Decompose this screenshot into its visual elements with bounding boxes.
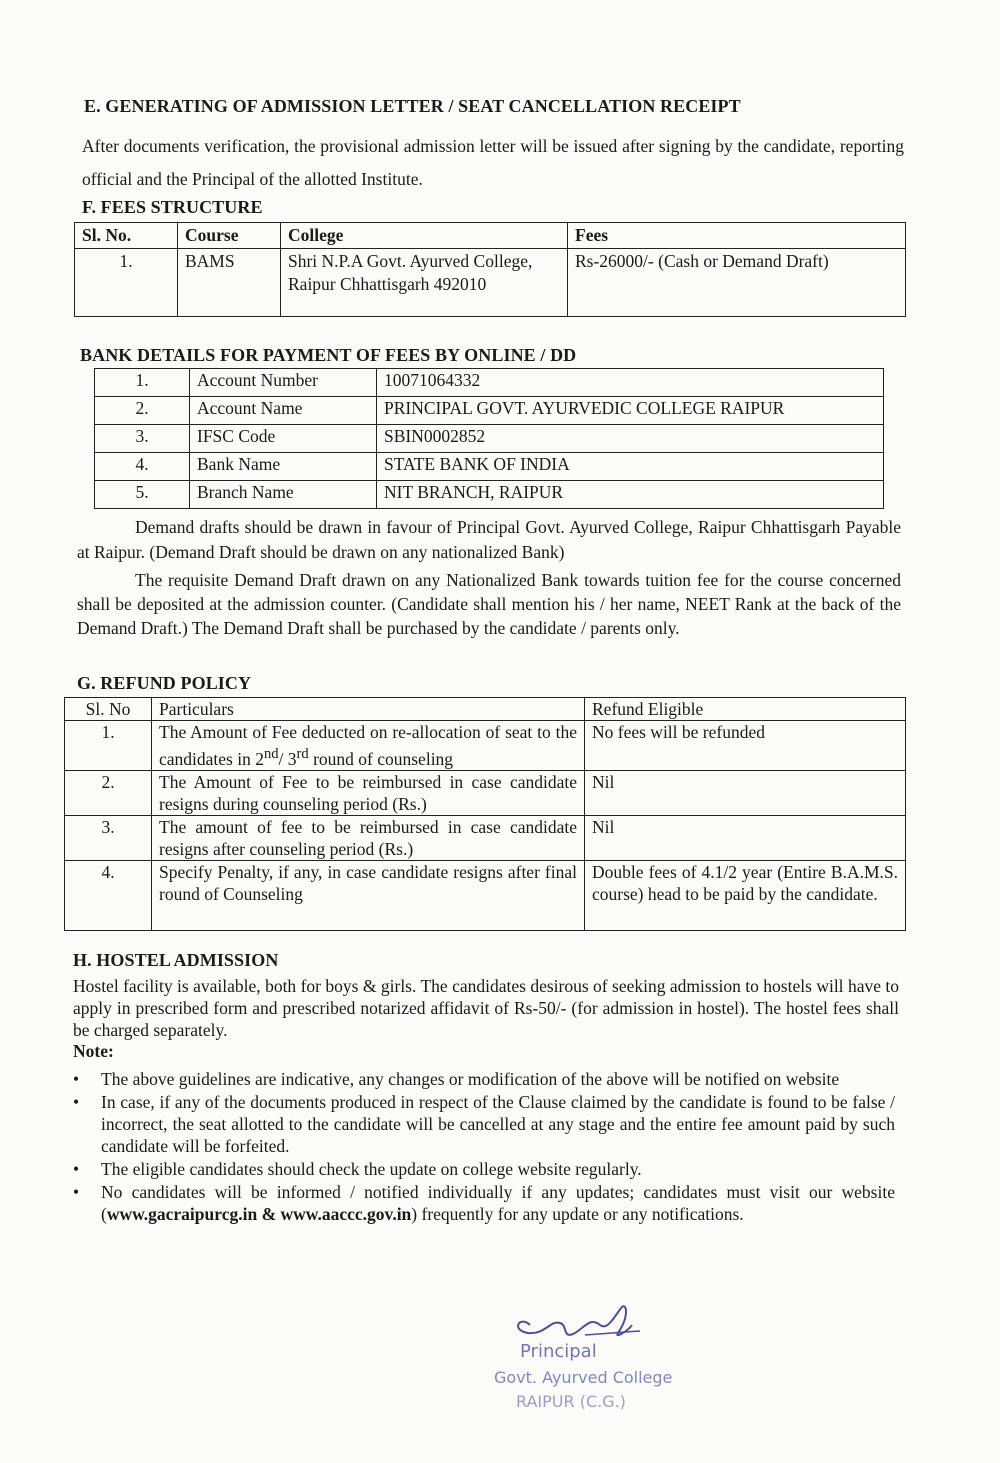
refund-cell-sl: 1. (65, 721, 152, 771)
table-row (95, 369, 884, 397)
section-h-title: H. HOSTEL ADMISSION (73, 950, 279, 970)
ampersand: & (257, 1204, 281, 1224)
table-row (65, 721, 906, 771)
table-row (95, 481, 884, 509)
refund-header-sl: Sl. No (65, 698, 152, 721)
bank-details-title: BANK DETAILS FOR PAYMENT OF FEES BY ONLINE / DD (80, 345, 577, 365)
bank-cell-sl: 5. (95, 481, 190, 509)
fees-cell-course: BAMS (178, 248, 281, 316)
notes-list (73, 1068, 895, 1226)
refund-header-eligible: Refund Eligible (585, 698, 906, 721)
refund-cell-eligible: No fees will be refunded (585, 721, 906, 771)
demand-draft-paragraph-2: The requisite Demand Draft drawn on any Nationalized Bank towards tuition fee for the course concerned shall be deposited at the admission counter. (Candidate shall mention his / her name, NEET Rank at the back of the Demand Draft.) The Demand Draft shall be purchased by the candidate / parents only. (77, 570, 901, 638)
refund-cell-particulars: Specify Penalty, if any, in case candidate resigns after final round of Counseling (152, 860, 585, 930)
particulars-text: round of counseling (308, 748, 454, 769)
refund-header-particulars: Particulars (152, 698, 585, 721)
list-item: • The eligible candidates should check the update on college website regularly. (73, 1158, 895, 1180)
bank-cell-value: SBIN0002852 (377, 425, 884, 453)
bank-cell-value: STATE BANK OF INDIA (377, 453, 884, 481)
section-g-title: G. REFUND POLICY (77, 673, 252, 693)
table-row (65, 815, 906, 860)
hostel-paragraph: Hostel facility is available, both for boys & girls. The candidates desirous of seeking admission to hostels will have to apply in prescribed form and prescribed notarized affidavit of Rs-50/- (for admission in hostel). The hostel fees shall be charged separately. (73, 976, 899, 1040)
refund-table (64, 697, 906, 931)
table-row (95, 397, 884, 425)
refund-cell-particulars (152, 721, 585, 771)
particulars-text: The Amount of Fee deducted on re-allocation of seat to the candidates in 2 (159, 722, 577, 769)
stamp-line-1: Principal (520, 1341, 597, 1362)
stamp-line-2: Govt. Ayurved College (494, 1368, 673, 1387)
note-text: ) frequently for any update or any notifications. (411, 1204, 744, 1224)
bank-cell-sl: 2. (95, 397, 190, 425)
signature-icon (490, 1295, 690, 1415)
bank-cell-sl: 3. (95, 425, 190, 453)
fees-header-course: Course (178, 223, 281, 249)
stamp-line-3: RAIPUR (C.G.) (516, 1392, 626, 1411)
bank-cell-value: NIT BRANCH, RAIPUR (377, 481, 884, 509)
table-row (95, 453, 884, 481)
table-row (75, 248, 906, 316)
section-e-text: After documents verification, the provisional admission letter will be issued after signing by the candidate, reporting official and the Principal of the allotted Institute. (82, 136, 904, 189)
table-row (65, 860, 906, 930)
refund-cell-eligible: Nil (585, 770, 906, 815)
bank-cell-sl: 1. (95, 369, 190, 397)
refund-cell-eligible: Double fees of 4.1/2 year (Entire B.A.M.S. course) head to be paid by the candidate. (585, 860, 906, 930)
bank-cell-label: Account Name (190, 397, 377, 425)
fees-cell-fees: Rs-26000/- (Cash or Demand Draft) (568, 248, 906, 316)
note-label: Note: (73, 1041, 114, 1061)
refund-cell-particulars: The amount of fee to be reimbursed in case candidate resigns after counseling period (Rs.) (152, 815, 585, 860)
table-row (65, 770, 906, 815)
refund-cell-sl: 4. (65, 860, 152, 930)
fees-cell-college: Shri N.P.A Govt. Ayurved College, Raipur Chhattisgarh 492010 (281, 248, 568, 316)
fees-header-sl: Sl. No. (75, 223, 178, 249)
table-row (95, 425, 884, 453)
bank-cell-value: PRINCIPAL GOVT. AYURVEDIC COLLEGE RAIPUR (377, 397, 884, 425)
refund-cell-sl: 3. (65, 815, 152, 860)
section-f-title: F. FEES STRUCTURE (82, 197, 263, 217)
refund-cell-particulars: The Amount of Fee to be reimbursed in case candidate resigns during counseling period (Rs.) (152, 770, 585, 815)
principal-stamp-signature (490, 1295, 690, 1415)
list-item: • In case, if any of the documents produced in respect of the Clause claimed by the candidate is found to be false / incorrect, the seat allotted to the candidate will be cancelled at any stage and the entire fee amount paid by such candidate will be forfeited. (73, 1091, 895, 1157)
bank-cell-sl: 4. (95, 453, 190, 481)
bank-cell-label: Account Number (190, 369, 377, 397)
list-item: • The above guidelines are indicative, any changes or modification of the above will be notified on website (73, 1068, 895, 1090)
fees-table (74, 222, 906, 317)
bank-cell-label: Bank Name (190, 453, 377, 481)
section-e-title: E. GENERATING OF ADMISSION LETTER / SEAT CANCELLATION RECEIPT (84, 96, 741, 116)
fees-table-header (75, 223, 906, 249)
website-link-gacraipurcg: www.gacraipurcg.in (106, 1204, 258, 1224)
note-text: No candidates will be informed / notified individually if any updates; candidates must visit our website ( (101, 1182, 895, 1224)
refund-table-header (65, 698, 906, 721)
particulars-text: / 3 (278, 748, 297, 769)
fees-header-college: College (281, 223, 568, 249)
refund-cell-sl: 2. (65, 770, 152, 815)
bank-cell-value: 10071064332 (377, 369, 884, 397)
bank-table (94, 368, 884, 509)
fees-cell-sl: 1. (75, 248, 178, 316)
bank-cell-label: IFSC Code (190, 425, 377, 453)
superscript: rd (296, 746, 309, 762)
list-item (73, 1181, 895, 1225)
superscript: nd (263, 746, 279, 762)
fees-header-fees: Fees (568, 223, 906, 249)
website-link-aaccc: www.aaccc.gov.in (280, 1204, 412, 1224)
demand-draft-paragraph-1: Demand drafts should be drawn in favour of Principal Govt. Ayurved College, Raipur Chhattisgarh Payable at Raipur. (Demand Draft should be drawn on any nationalized Bank) (77, 517, 901, 562)
refund-cell-eligible: Nil (585, 815, 906, 860)
bank-cell-label: Branch Name (190, 481, 377, 509)
